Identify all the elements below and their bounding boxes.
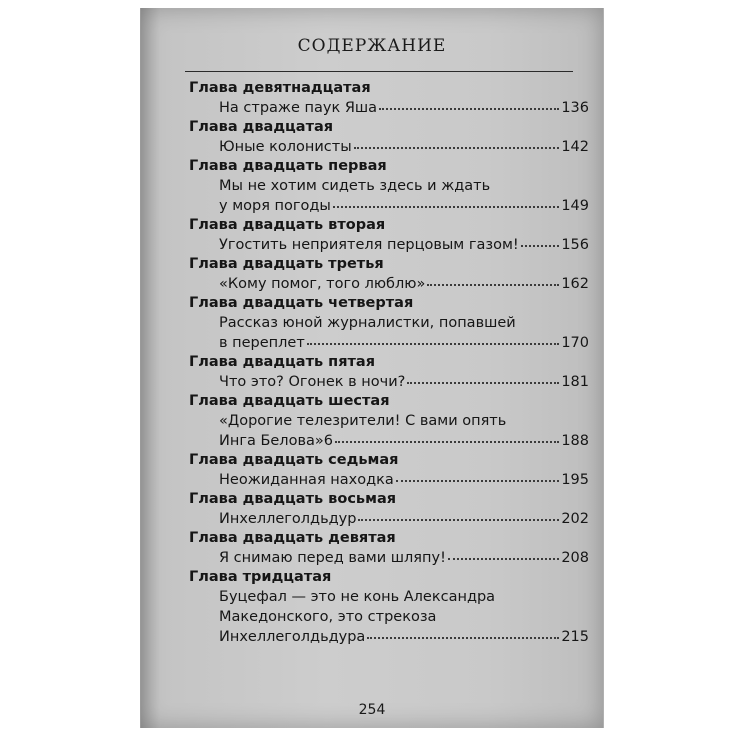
chapter-page-number: 136	[561, 100, 589, 116]
toc-chapter	[189, 529, 589, 568]
chapter-title-row	[219, 137, 589, 157]
book-page	[140, 8, 604, 728]
dot-leader	[335, 441, 559, 443]
chapter-title-row	[219, 372, 589, 392]
chapter-title-row	[219, 333, 589, 353]
chapter-page-number: 195	[561, 472, 589, 488]
dot-leader	[407, 382, 559, 384]
chapter-entry	[189, 587, 589, 647]
title-rule	[185, 71, 573, 72]
chapter-heading: Глава двадцать девятая	[189, 530, 396, 546]
chapter-page-number: 170	[561, 335, 589, 351]
chapter-title-row	[219, 509, 589, 529]
chapter-title-line: На страже паук Яша	[219, 100, 378, 116]
chapter-page-number: 162	[561, 276, 589, 292]
chapter-title-line: «Кому помог, того люблю»	[219, 276, 426, 292]
chapter-page-number: 142	[561, 139, 589, 155]
chapter-title-line: в переплет	[219, 335, 305, 351]
toc-chapter	[189, 255, 589, 294]
dot-leader	[448, 558, 559, 560]
chapter-page-number: 156	[561, 237, 589, 253]
dot-leader	[396, 480, 560, 482]
chapter-title-row	[219, 274, 589, 294]
chapter-title-line: Юные колонисты	[219, 139, 352, 155]
chapter-heading: Глава девятнадцатая	[189, 80, 371, 96]
dot-leader	[427, 284, 559, 286]
chapter-title-line: Буцефал — это не конь Александра	[219, 589, 496, 605]
chapter-entry	[189, 137, 589, 157]
chapter-heading: Глава двадцать вторая	[189, 217, 386, 233]
chapter-entry	[189, 548, 589, 568]
chapter-title-line: Инга Белова»6	[219, 433, 333, 449]
chapter-title-line: Мы не хотим сидеть здесь и ждать	[219, 178, 491, 194]
chapter-title-line: Неожиданная находка	[219, 472, 394, 488]
chapter-title-line: Рассказ юной журналистки, попавшей	[219, 315, 516, 331]
chapter-heading: Глава двадцать пятая	[189, 354, 376, 370]
chapter-page-number: 215	[561, 629, 589, 645]
chapter-heading: Глава двадцать первая	[189, 158, 387, 174]
chapter-heading: Глава двадцать седьмая	[189, 452, 399, 468]
chapter-page-number: 208	[561, 550, 589, 566]
chapter-heading: Глава двадцать третья	[189, 256, 384, 272]
chapter-entry	[189, 509, 589, 529]
toc-chapter	[189, 451, 589, 490]
chapter-page-number: 149	[561, 198, 589, 214]
toc-chapter	[189, 294, 589, 353]
chapter-entry	[189, 274, 589, 294]
chapter-title-row	[219, 98, 589, 118]
page-title: СОДЕРЖАНИЕ	[297, 36, 447, 56]
chapter-heading: Глава двадцать четвертая	[189, 295, 414, 311]
chapter-entry	[189, 470, 589, 490]
toc-chapter	[189, 157, 589, 216]
table-of-contents	[189, 79, 589, 647]
dot-leader	[307, 343, 560, 345]
chapter-title-line: Я снимаю перед вами шляпу!	[219, 550, 446, 566]
chapter-page-number: 188	[561, 433, 589, 449]
chapter-entry	[189, 372, 589, 392]
chapter-entry	[189, 235, 589, 255]
chapter-heading: Глава тридцатая	[189, 569, 332, 585]
chapter-title-row	[219, 548, 589, 568]
chapter-title-row	[219, 431, 589, 451]
toc-chapter	[189, 79, 589, 118]
page-number: 254	[358, 702, 386, 718]
chapter-title-line: «Дорогие телезрители! С вами опять	[219, 413, 507, 429]
chapter-heading: Глава двадцать восьмая	[189, 491, 397, 507]
dot-leader	[358, 519, 559, 521]
chapter-entry	[189, 98, 589, 118]
chapter-title-line: Инхеллеголдьдур	[219, 511, 357, 527]
toc-chapter	[189, 118, 589, 157]
chapter-title-row	[219, 470, 589, 490]
chapter-title-line: Угостить неприятеля перцовым газом!	[219, 237, 519, 253]
dot-leader	[354, 147, 560, 149]
chapter-page-number: 181	[561, 374, 589, 390]
chapter-title-line: Что это? Огонек в ночи?	[219, 374, 406, 390]
chapter-entry	[189, 411, 589, 451]
chapter-title-line: Македонского, это стрекоза	[219, 609, 437, 625]
toc-chapter	[189, 568, 589, 647]
dot-leader	[379, 108, 559, 110]
chapter-page-number: 202	[561, 511, 589, 527]
chapter-title-line: у моря погоды	[219, 198, 331, 214]
chapter-title-row	[219, 235, 589, 255]
chapter-title-row	[219, 627, 589, 647]
toc-chapter	[189, 216, 589, 255]
chapter-entry	[189, 313, 589, 353]
toc-chapter	[189, 392, 589, 451]
dot-leader	[521, 245, 560, 247]
chapter-entry	[189, 176, 589, 216]
toc-chapter	[189, 353, 589, 392]
dot-leader	[333, 206, 559, 208]
toc-chapter	[189, 490, 589, 529]
chapter-title-line: Инхеллеголдьдура	[219, 629, 366, 645]
chapter-title-row	[219, 196, 589, 216]
chapter-heading: Глава двадцать шестая	[189, 393, 390, 409]
chapter-heading: Глава двадцатая	[189, 119, 334, 135]
dot-leader	[367, 637, 559, 639]
